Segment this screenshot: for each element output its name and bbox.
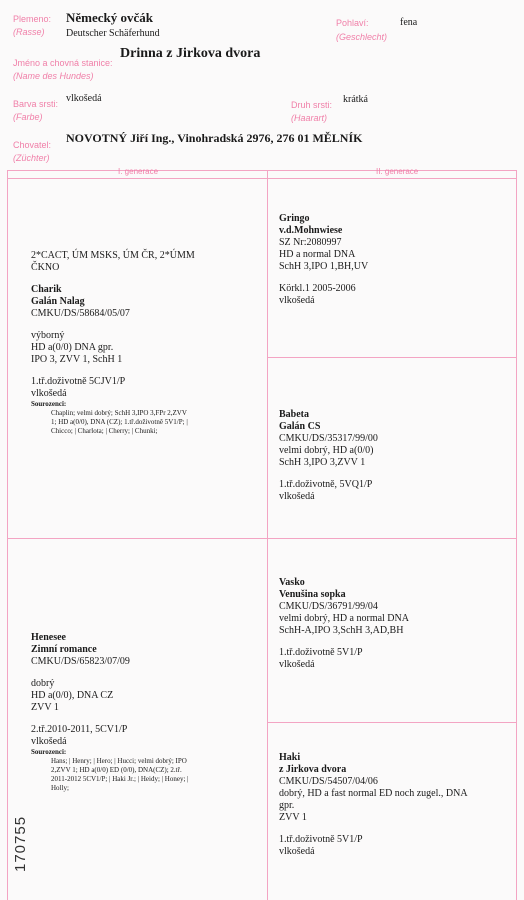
- generation-1-label: I. generace: [118, 167, 159, 176]
- sire-titles: 2*CACT, ÚM MSKS, ÚM ČR, 2*ÚMM: [31, 250, 195, 261]
- dam-dam-health: gpr.: [279, 800, 295, 811]
- sire-rating: výborný: [31, 330, 65, 341]
- dam-siblings: 2011-2012 5CV1/P; | Haki Jr.; | Heidy; | Honey; |: [51, 775, 189, 783]
- dam-dam-name: Haki: [279, 752, 301, 763]
- sire-dam-class: 1.tř.doživotně, 5VQ1/P: [279, 479, 373, 490]
- breeder-label: Chovatel:: [13, 140, 52, 150]
- sire-sire-kennel: v.d.Mohnwiese: [279, 225, 343, 236]
- dam-kennel: Zimní romance: [31, 644, 97, 655]
- name-label: Jméno a chovná stanice:: [13, 58, 113, 68]
- dam-box: [31, 632, 189, 793]
- sex-value: fena: [400, 17, 418, 28]
- breed-value: Německý ovčák: [66, 10, 154, 25]
- sire-sire-reg: SZ Nr:2080997: [279, 237, 342, 248]
- dam-name: Henesee: [31, 632, 66, 643]
- grid-line: [7, 178, 517, 179]
- dam-sire-health: velmi dobrý, HD a normal DNA: [279, 613, 409, 624]
- sire-exams: IPO 3, ZVV 1, SchH 1: [31, 354, 123, 365]
- grid-line: [516, 170, 517, 900]
- sire-sire-box: [279, 213, 368, 307]
- sire-reg: CMKU/DS/58684/05/07: [31, 308, 130, 319]
- sire-class: 1.tř.doživotně 5CJV1/P: [31, 376, 126, 387]
- dam-sire-exams: SchH-A,IPO 3,SchH 3,AD,BH: [279, 625, 404, 636]
- sire-siblings: Chaplin; velmi dobrý; SchH 3,IPO 3,FPr 2,ZVV: [51, 409, 187, 417]
- sex-label-de: (Geschlecht): [336, 32, 388, 42]
- sire-dam-name: Babeta: [279, 409, 309, 420]
- dam-dam-kennel: z Jirkova dvora: [279, 764, 347, 775]
- sire-dam-health: velmi dobrý, HD a(0/0): [279, 445, 374, 456]
- breeder-value: NOVOTNÝ Jiří Ing., Vinohradská 2976, 276 01 MĚLNÍK: [66, 131, 363, 145]
- sire-dam-kennel: Galán CS: [279, 421, 321, 432]
- sire-sire-name: Gringo: [279, 213, 310, 224]
- dam-sire-color: vlkošedá: [279, 659, 315, 670]
- grid-line: [267, 170, 268, 900]
- sire-sire-health: HD a normal DNA: [279, 249, 356, 260]
- breed-value-de: Deutscher Schäferhund: [66, 28, 160, 39]
- coat-label: Druh srsti:: [291, 100, 333, 110]
- name-label-de: (Name des Hundes): [13, 71, 94, 81]
- dam-dam-reg: CMKU/DS/54507/04/06: [279, 776, 378, 787]
- sire-dam-box: [279, 409, 378, 503]
- grid-line: [267, 722, 517, 723]
- dam-siblings: Hans; | Henry; | Hero; | Hucci; velmi dobrý; IPO: [51, 757, 187, 765]
- dam-class: 2.tř.2010-2011, 5CV1/P: [31, 724, 128, 735]
- coat-label-de: (Haarart): [291, 113, 328, 123]
- sire-box: [31, 250, 195, 436]
- coat-value: krátká: [343, 94, 368, 105]
- dam-sire-name: Vasko: [279, 577, 305, 588]
- dam-dam-health: dobrý, HD a fast normal ED noch zugel., DNA: [279, 788, 468, 799]
- dam-sire-class: 1.tř.doživotně 5V1/P: [279, 647, 363, 658]
- dam-sire-box: [279, 577, 409, 671]
- sire-siblings: Chicco; | Charlota; | Cherry; | Chunki;: [51, 427, 158, 435]
- color-label: Barva srsti:: [13, 99, 59, 109]
- sire-siblings: 1; HD a(0/0), DNA (CZ); 1.tř.doživotně 5V1/P; |: [51, 418, 188, 426]
- breed-label: Plemeno:: [13, 14, 52, 24]
- sire-siblings-label: Sourozenci:: [31, 400, 67, 408]
- dam-exams: ZVV 1: [31, 702, 59, 713]
- dog-name: Drinna z Jirkova dvora: [120, 46, 261, 61]
- sire-color: vlkošedá: [31, 388, 67, 399]
- dam-rating: dobrý: [31, 678, 55, 689]
- generation-2-label: II. generace: [376, 167, 419, 176]
- dam-siblings-label: Sourozenci:: [31, 748, 67, 756]
- sire-titles: ČKNO: [31, 262, 60, 273]
- color-label-de: (Farbe): [13, 112, 43, 122]
- dam-health: HD a(0/0), DNA CZ: [31, 690, 114, 701]
- sex-label: Pohlaví:: [336, 18, 369, 28]
- sire-dam-color: vlkošedá: [279, 491, 315, 502]
- grid-line: [7, 538, 517, 539]
- grid-line: [267, 357, 517, 358]
- sire-sire-exams: SchH 3,IPO 1,BH,UV: [279, 261, 369, 272]
- dam-siblings: 2,ZVV 1; HD a(0/0) ED (0/0), DNA(CZ); 2.tř.: [51, 766, 182, 774]
- dam-siblings: Holly;: [51, 784, 69, 792]
- grid-line: [7, 170, 517, 171]
- dam-sire-reg: CMKU/DS/36791/99/04: [279, 601, 378, 612]
- breeder-label-de: (Züchter): [13, 153, 50, 163]
- document-number: 170755: [12, 815, 29, 872]
- dam-dam-exams: ZVV 1: [279, 812, 307, 823]
- dam-color: vlkošedá: [31, 736, 67, 747]
- dam-dam-box: [279, 752, 468, 858]
- dam-dam-color: vlkošedá: [279, 846, 315, 857]
- grid-line: [7, 170, 8, 900]
- dam-dam-class: 1.tř.doživotně 5V1/P: [279, 834, 363, 845]
- color-value: vlkošedá: [66, 93, 102, 104]
- dam-reg: CMKU/DS/65823/07/09: [31, 656, 130, 667]
- sire-name: Charik: [31, 284, 62, 295]
- sire-sire-color: vlkošedá: [279, 295, 315, 306]
- sire-dam-exams: SchH 3,IPO 3,ZVV 1: [279, 457, 366, 468]
- breed-label-de: (Rasse): [13, 27, 45, 37]
- sire-sire-class: Körkl.1 2005-2006: [279, 283, 356, 294]
- sire-kennel: Galán Nalag: [31, 296, 85, 307]
- sire-health: HD a(0/0) DNA gpr.: [31, 342, 114, 353]
- dam-sire-kennel: Venušina sopka: [279, 589, 346, 600]
- sire-dam-reg: CMKU/DS/35317/99/00: [279, 433, 378, 444]
